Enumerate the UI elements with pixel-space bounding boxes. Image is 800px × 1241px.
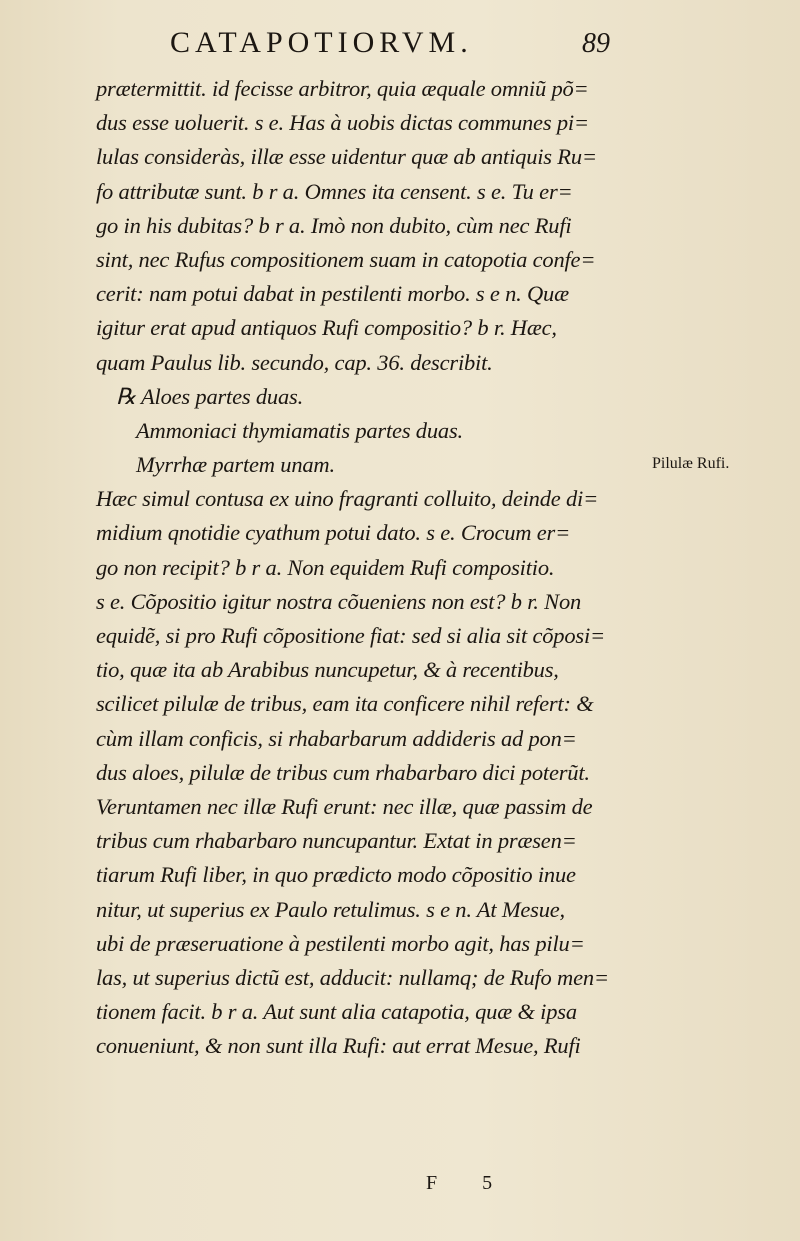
recipe-line: Ammoniaci thymiamatis partes duas. — [136, 417, 463, 443]
body-text — [96, 72, 626, 1063]
text-line: lulas consideràs, illæ esse uidentur quæ ab antiquis Ru= — [96, 144, 597, 170]
text-line: go in his dubitas? b r a. Imò non dubito, cùm nec Rufi — [96, 212, 572, 238]
text-line: scilicet pilulæ de tribus, eam ita conficere nihil refert: & — [96, 691, 594, 717]
text-line: conueniunt, & non sunt illa Rufi: aut errat Mesue, Rufi — [96, 1033, 581, 1059]
text-line: Hæc simul contusa ex uino fragranti colluito, deinde di= — [96, 486, 599, 512]
text-line: dus esse uoluerit. s e. Has à uobis dictas communes pi= — [96, 110, 589, 136]
text-line: tio, quæ ita ab Arabibus nuncupetur, & à recentibus, — [96, 657, 559, 683]
recipe-line: ℞ Aloes partes duas. — [116, 383, 304, 409]
text-line: go non recipit? b r a. Non equidem Rufi compositio. — [96, 554, 555, 580]
text-line: tionem facit. b r a. Aut sunt alia catapotia, quæ & ipsa — [96, 999, 577, 1025]
text-line: sint, nec Rufus compositionem suam in catopotia confe= — [96, 246, 596, 272]
text-line: equidẽ, si pro Rufi cõpositione fiat: sed si alia sit cõposi= — [96, 623, 605, 648]
text-line: ubi de præseruatione à pestilenti morbo agit, has pilu= — [96, 930, 585, 956]
running-head: CATAPOTIORVM. — [170, 26, 473, 59]
text-line: Veruntamen nec illæ Rufi erunt: nec illæ, quæ passim de — [96, 793, 593, 819]
text-line: las, ut superius dictũ est, adducit: nullamq; de Rufo men= — [96, 964, 609, 990]
text-line: nitur, ut superius ex Paulo retulimus. s e n. At Mesue, — [96, 896, 565, 922]
signature-mark: F 5 — [426, 1172, 513, 1194]
recipe-line: Myrrhæ partem unam. — [136, 452, 335, 478]
text-line: tiarum Rufi liber, in quo prædicto modo cõpositio inue — [96, 862, 576, 888]
page-number: 89 — [582, 28, 610, 59]
text-line: prætermittit. id fecisse arbitror, quia æquale omniũ põ= — [96, 76, 589, 101]
text-line: quam Paulus lib. secundo, cap. 36. describit. — [96, 349, 493, 375]
page-header — [170, 26, 610, 70]
marginal-note: Pilulæ Rufi. — [652, 455, 730, 472]
text-line: tribus cum rhabarbaro nuncupantur. Extat in præsen= — [96, 828, 577, 854]
text-line: fo attributæ sunt. b r a. Omnes ita censent. s e. Tu er= — [96, 178, 573, 204]
text-line: cerit: nam potui dabat in pestilenti morbo. s e n. Quæ — [96, 281, 569, 307]
text-line: cùm illam conficis, si rhabarbarum addideris ad pon= — [96, 725, 577, 751]
text-line: igitur erat apud antiquos Rufi compositio? b r. Hæc, — [96, 315, 557, 341]
text-line: s e. Cõpositio igitur nostra cõueniens non est? b r. Non — [96, 588, 582, 614]
text-line: midium qnotidie cyathum potui dato. s e. Crocum er= — [96, 520, 571, 546]
text-line: dus aloes, pilulæ de tribus cum rhabarbaro dici poterũt. — [96, 759, 590, 785]
